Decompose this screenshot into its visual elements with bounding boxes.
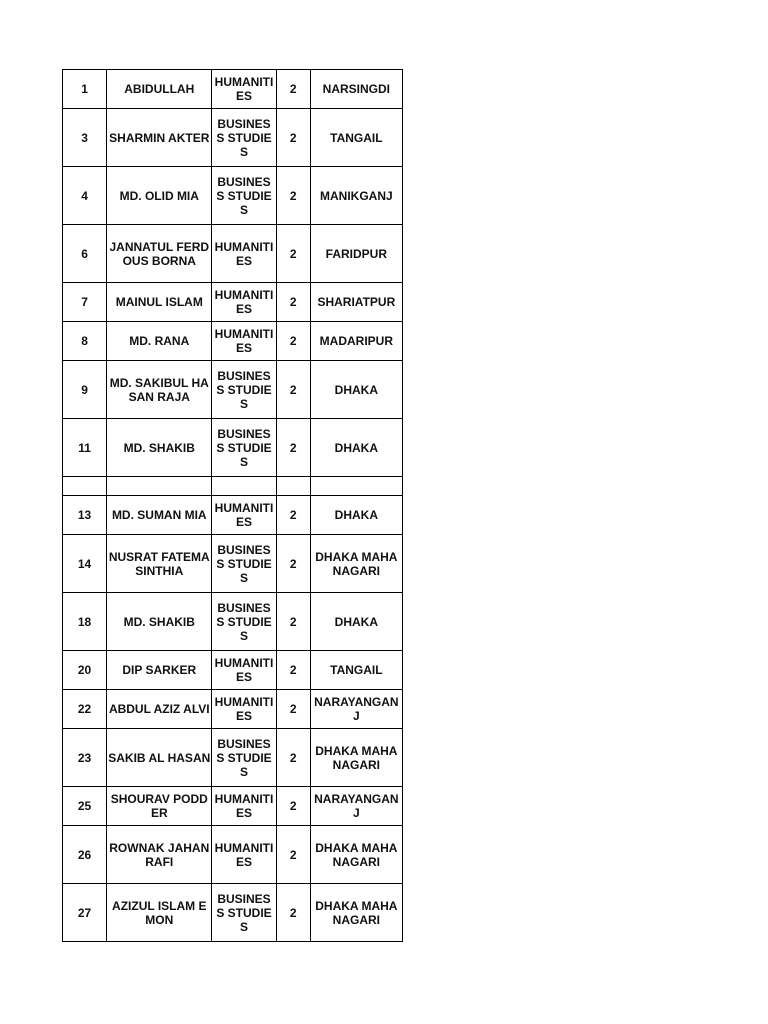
table-row <box>63 535 403 593</box>
serial-cell: 23 <box>63 729 107 787</box>
name-cell: MD. SHAKIB <box>107 419 212 477</box>
group-cell: BUSINESS STUDIES <box>212 109 276 167</box>
serial-cell: 13 <box>63 496 107 535</box>
number-cell: 2 <box>276 109 310 167</box>
name-cell: MD. OLID MIA <box>107 167 212 225</box>
table-row <box>63 361 403 419</box>
district-cell: SHARIATPUR <box>310 283 402 322</box>
table-row <box>63 884 403 942</box>
table-row <box>63 225 403 283</box>
number-cell: 2 <box>276 419 310 477</box>
name-cell: NUSRAT FATEMA SINTHIA <box>107 535 212 593</box>
name-cell: ABIDULLAH <box>107 70 212 109</box>
name-cell: DIP SARKER <box>107 651 212 690</box>
table-row <box>63 593 403 651</box>
district-cell: DHAKA <box>310 496 402 535</box>
district-cell: TANGAIL <box>310 651 402 690</box>
table-row <box>63 419 403 477</box>
serial-cell: 14 <box>63 535 107 593</box>
table-row <box>63 826 403 884</box>
number-cell: 2 <box>276 496 310 535</box>
name-cell: MD. SHAKIB <box>107 593 212 651</box>
serial-cell: 8 <box>63 322 107 361</box>
serial-cell: 20 <box>63 651 107 690</box>
number-cell: 2 <box>276 884 310 942</box>
number-cell: 2 <box>276 651 310 690</box>
serial-cell: 11 <box>63 419 107 477</box>
name-cell: JANNATUL FERDOUS BORNA <box>107 225 212 283</box>
number-cell: 2 <box>276 322 310 361</box>
number-cell: 2 <box>276 167 310 225</box>
group-cell: HUMANITIES <box>212 651 276 690</box>
group-cell: BUSINESS STUDIES <box>212 535 276 593</box>
table-row <box>63 729 403 787</box>
serial-cell: 6 <box>63 225 107 283</box>
district-cell: NARAYANGANJ <box>310 787 402 826</box>
name-cell: SHARMIN AKTER <box>107 109 212 167</box>
name-cell <box>107 477 212 496</box>
number-cell: 2 <box>276 70 310 109</box>
serial-cell <box>63 477 107 496</box>
group-cell: HUMANITIES <box>212 496 276 535</box>
spreadsheet-page <box>62 69 403 942</box>
group-cell: BUSINESS STUDIES <box>212 729 276 787</box>
district-cell: DHAKA MAHANAGARI <box>310 884 402 942</box>
group-cell: BUSINESS STUDIES <box>212 361 276 419</box>
number-cell: 2 <box>276 361 310 419</box>
district-cell: NARSINGDI <box>310 70 402 109</box>
table-body <box>63 70 403 942</box>
group-cell: HUMANITIES <box>212 283 276 322</box>
district-cell: DHAKA <box>310 419 402 477</box>
number-cell <box>276 477 310 496</box>
district-cell: MANIKGANJ <box>310 167 402 225</box>
table-row <box>63 70 403 109</box>
name-cell: SAKIB AL HASAN <box>107 729 212 787</box>
group-cell: HUMANITIES <box>212 322 276 361</box>
number-cell: 2 <box>276 729 310 787</box>
number-cell: 2 <box>276 283 310 322</box>
number-cell: 2 <box>276 826 310 884</box>
serial-cell: 4 <box>63 167 107 225</box>
table-row <box>63 690 403 729</box>
serial-cell: 3 <box>63 109 107 167</box>
table-row <box>63 496 403 535</box>
district-cell: DHAKA <box>310 593 402 651</box>
district-cell: DHAKA MAHANAGARI <box>310 535 402 593</box>
group-cell: HUMANITIES <box>212 826 276 884</box>
serial-cell: 22 <box>63 690 107 729</box>
group-cell: BUSINESS STUDIES <box>212 884 276 942</box>
district-cell: NARAYANGANJ <box>310 690 402 729</box>
district-cell: TANGAIL <box>310 109 402 167</box>
table-row <box>63 283 403 322</box>
table-row <box>63 322 403 361</box>
group-cell: BUSINESS STUDIES <box>212 167 276 225</box>
serial-cell: 7 <box>63 283 107 322</box>
number-cell: 2 <box>276 690 310 729</box>
district-cell: DHAKA <box>310 361 402 419</box>
serial-cell: 26 <box>63 826 107 884</box>
district-cell: DHAKA MAHANAGARI <box>310 826 402 884</box>
number-cell: 2 <box>276 225 310 283</box>
serial-cell: 1 <box>63 70 107 109</box>
group-cell: HUMANITIES <box>212 225 276 283</box>
name-cell: AZIZUL ISLAM EMON <box>107 884 212 942</box>
group-cell: BUSINESS STUDIES <box>212 593 276 651</box>
name-cell: SHOURAV PODDER <box>107 787 212 826</box>
group-cell: HUMANITIES <box>212 690 276 729</box>
serial-cell: 18 <box>63 593 107 651</box>
name-cell: MD. RANA <box>107 322 212 361</box>
group-cell: BUSINESS STUDIES <box>212 419 276 477</box>
table-row <box>63 651 403 690</box>
student-table <box>62 69 403 942</box>
serial-cell: 25 <box>63 787 107 826</box>
empty-row <box>63 477 403 496</box>
table-row <box>63 787 403 826</box>
group-cell: HUMANITIES <box>212 787 276 826</box>
group-cell <box>212 477 276 496</box>
table-row <box>63 109 403 167</box>
name-cell: MD. SUMAN MIA <box>107 496 212 535</box>
serial-cell: 27 <box>63 884 107 942</box>
serial-cell: 9 <box>63 361 107 419</box>
name-cell: MAINUL ISLAM <box>107 283 212 322</box>
name-cell: ROWNAK JAHAN RAFI <box>107 826 212 884</box>
district-cell: FARIDPUR <box>310 225 402 283</box>
district-cell: DHAKA MAHANAGARI <box>310 729 402 787</box>
number-cell: 2 <box>276 593 310 651</box>
number-cell: 2 <box>276 787 310 826</box>
district-cell <box>310 477 402 496</box>
group-cell: HUMANITIES <box>212 70 276 109</box>
name-cell: ABDUL AZIZ ALVI <box>107 690 212 729</box>
name-cell: MD. SAKIBUL HASAN RAJA <box>107 361 212 419</box>
number-cell: 2 <box>276 535 310 593</box>
district-cell: MADARIPUR <box>310 322 402 361</box>
table-row <box>63 167 403 225</box>
